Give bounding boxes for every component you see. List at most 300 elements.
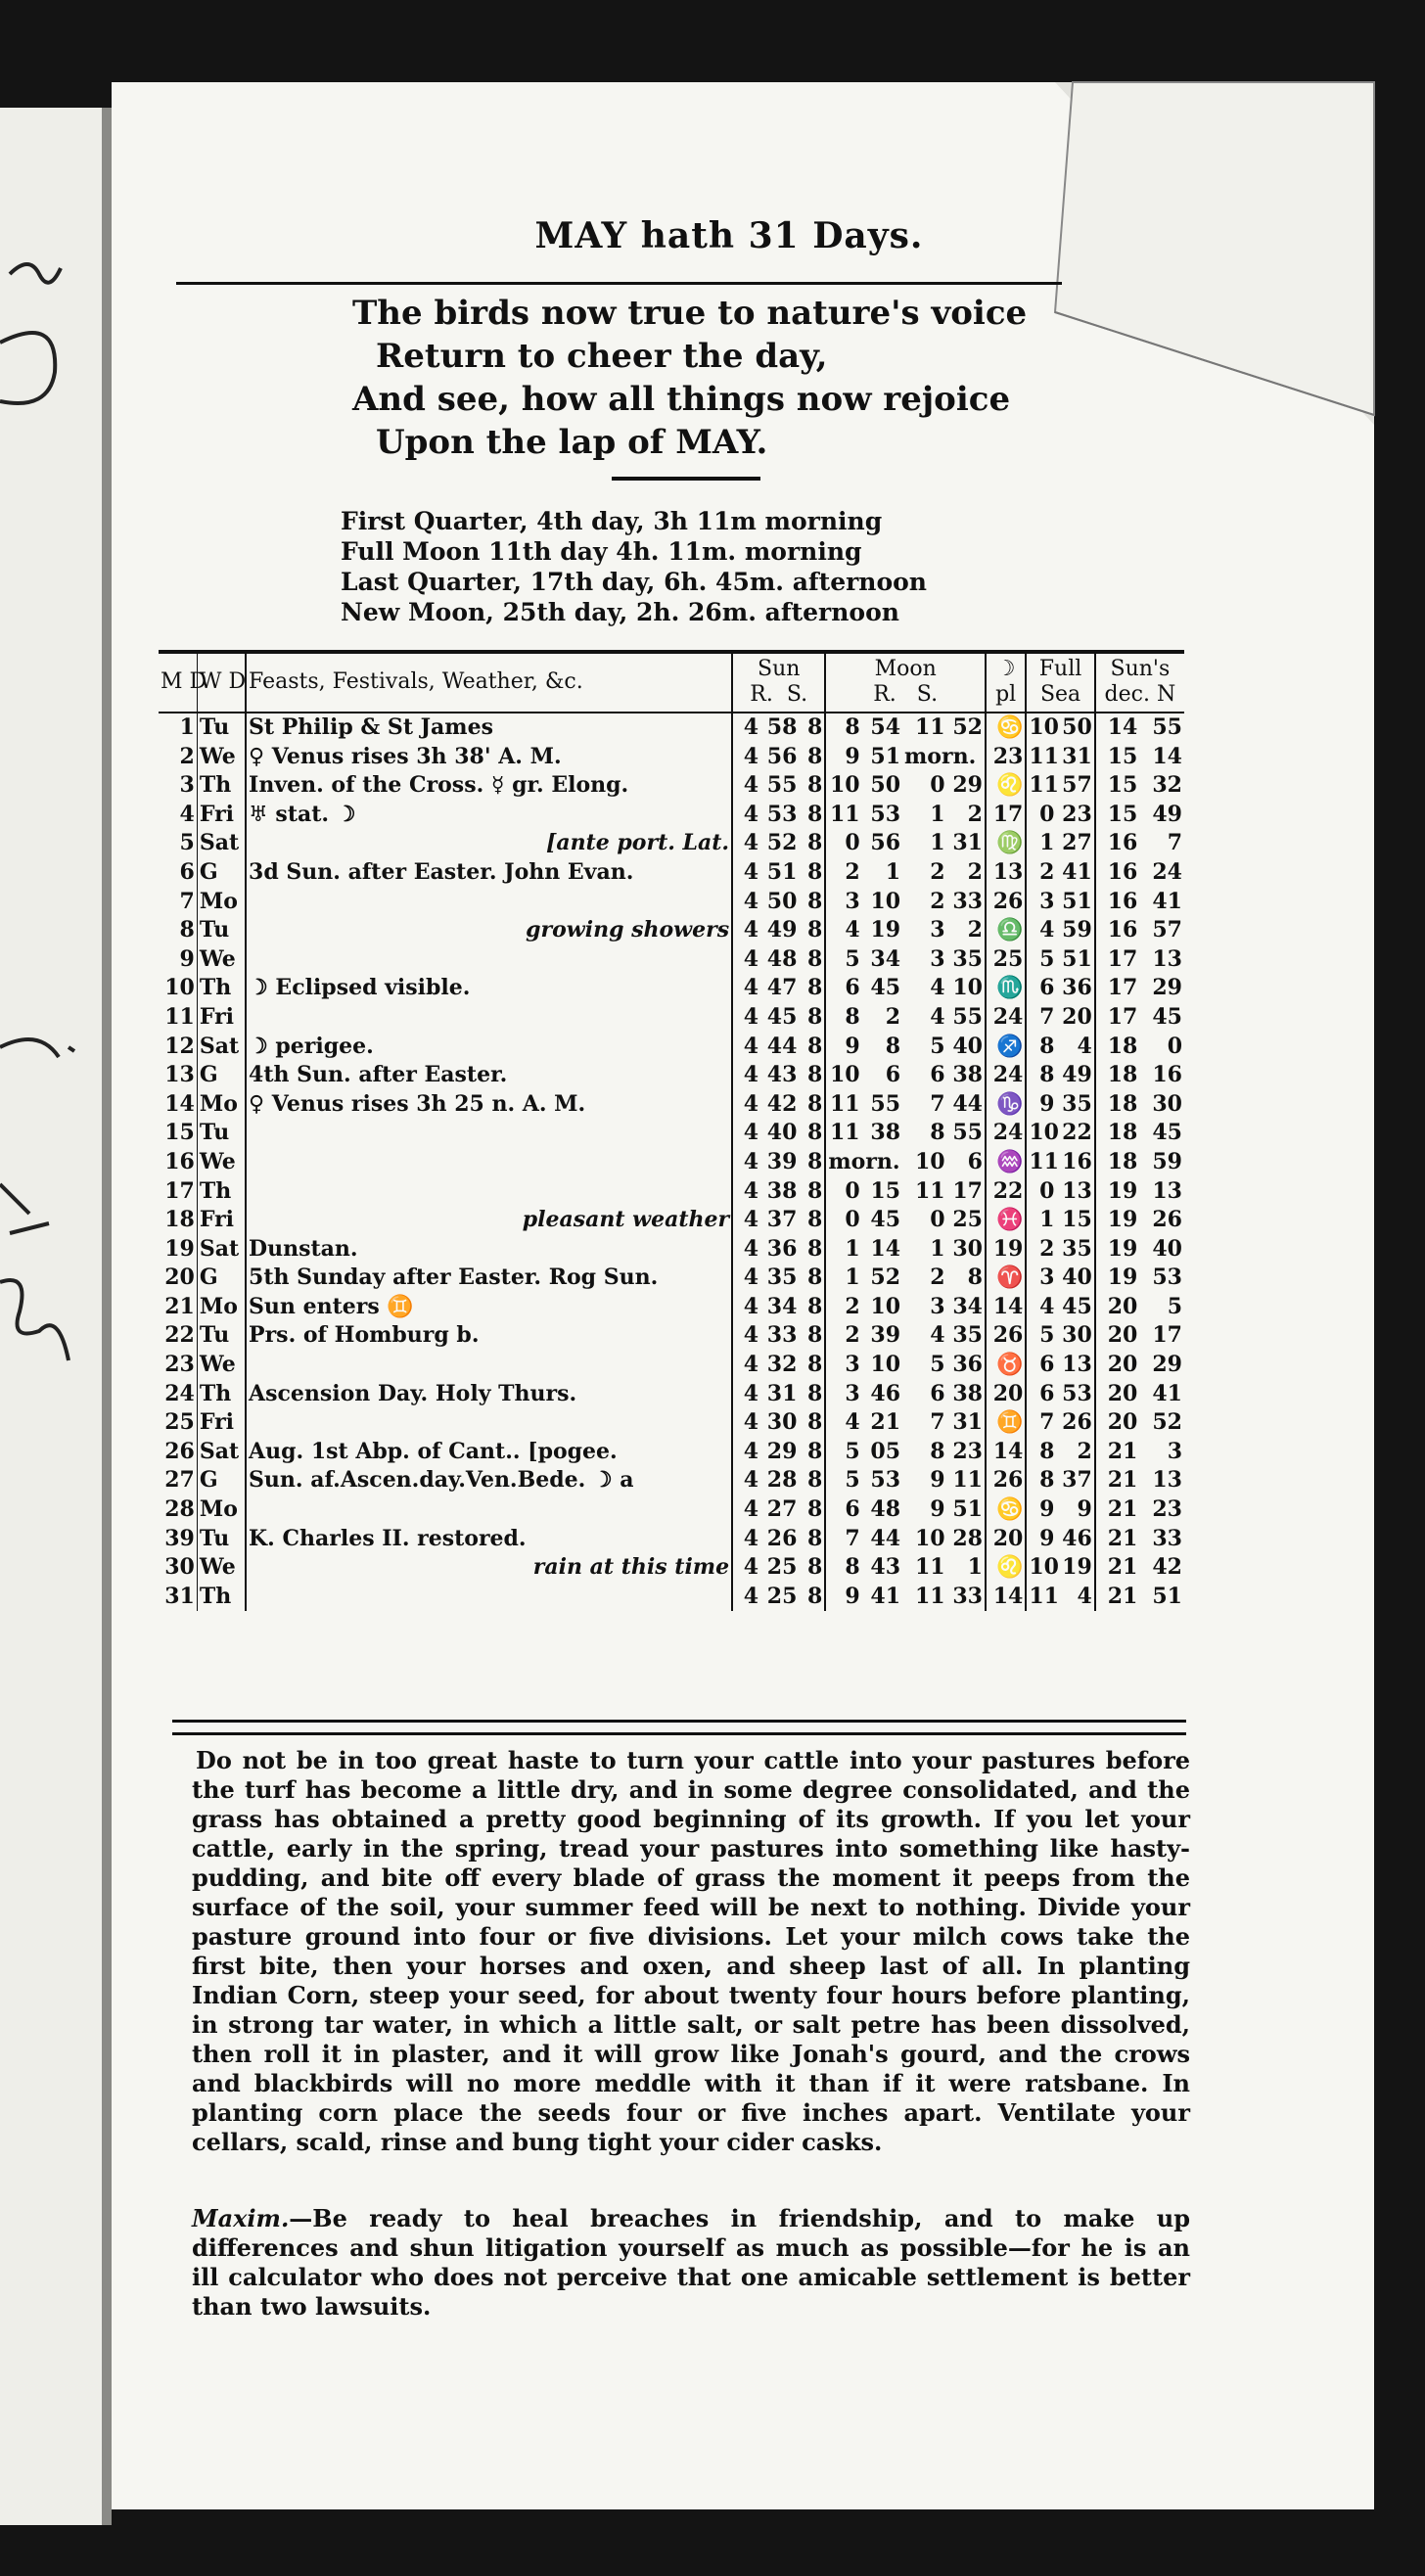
cell-sr1: 4 — [743, 1525, 759, 1551]
cell-d1: 15 — [1107, 743, 1138, 769]
cell-sr1: 4 — [743, 1409, 759, 1436]
cell-pl: 26 — [986, 888, 1026, 917]
cell-fs2: 9 — [1056, 1495, 1094, 1525]
cell-ms2: 34 — [947, 1293, 986, 1322]
cell-f: Inven. of the Cross. ☿ gr. Elong. — [246, 771, 732, 801]
cell-sr1: 4 — [743, 1062, 759, 1088]
cell-wd: G — [197, 1466, 246, 1495]
cell-ms1: 6 — [930, 1062, 945, 1088]
cell-fs2: 13 — [1056, 1351, 1094, 1380]
header-sun-dec: Sun's dec. N — [1095, 653, 1184, 713]
cell-d1: 20 — [1107, 1409, 1138, 1436]
cell-md: 9 — [159, 945, 197, 975]
cell-wd: Tu — [197, 1525, 246, 1554]
cell-md: 30 — [159, 1553, 197, 1583]
cell-pl: ♈ — [986, 1264, 1026, 1293]
cell-md: 19 — [159, 1235, 197, 1265]
table-row — [159, 801, 1184, 830]
cell-d2: 16 — [1152, 1062, 1182, 1088]
cell-wd: Fri — [197, 1206, 246, 1235]
cell-pl: 17 — [986, 801, 1026, 830]
cell-ss: 8 — [799, 1235, 825, 1265]
cell-wd: Fri — [197, 1003, 246, 1033]
cell-f — [246, 1583, 732, 1612]
cell-pl: 13 — [986, 858, 1026, 888]
calendar-table — [159, 653, 1184, 1611]
cell-md: 27 — [159, 1466, 197, 1495]
table-row — [159, 743, 1184, 772]
cell-d2: 14 — [1152, 743, 1182, 769]
cell-mr2: 45 — [870, 975, 901, 1001]
cell-sr1: 4 — [743, 1380, 759, 1406]
cell-ms1: 8 — [930, 1120, 945, 1146]
cell-md: 13 — [159, 1061, 197, 1090]
cell-sr2: 43 — [766, 1062, 798, 1088]
cell-ms1: 5 — [930, 1033, 945, 1059]
cell-wd: We — [197, 1553, 246, 1583]
cell-sr1: 4 — [743, 1496, 759, 1523]
cell-mr2: 52 — [870, 1265, 901, 1291]
cell-mr2: 43 — [870, 1554, 901, 1581]
header-moon-place: ☽ pl — [986, 653, 1026, 713]
cell-f — [246, 888, 732, 917]
cell-ms1: 1 — [930, 801, 945, 827]
cell-sr1: 4 — [743, 975, 759, 1001]
cell-fs2: 4 — [1056, 1583, 1094, 1612]
cell-ss: 8 — [799, 916, 825, 945]
cell-pl: 22 — [986, 1177, 1026, 1207]
cell-d2: 26 — [1152, 1207, 1182, 1233]
header-sun — [732, 653, 825, 713]
header-feasts: Feasts, Festivals, Weather, &c. — [246, 653, 732, 713]
table-row — [159, 1148, 1184, 1177]
cell-ms1: 0 — [930, 1207, 945, 1233]
advice-paragraph — [192, 1746, 1190, 2157]
cell-d2: 57 — [1152, 917, 1182, 943]
cell-md: 16 — [159, 1148, 197, 1177]
cell-ms2: 30 — [947, 1235, 986, 1265]
cell-wd: Mo — [197, 1293, 246, 1322]
cell-mr2: 48 — [870, 1496, 901, 1523]
table-row — [159, 858, 1184, 888]
cell-sr2: 35 — [766, 1265, 798, 1291]
cell-mr1: 11 — [830, 1120, 860, 1146]
cell-mr1: 9 — [845, 1033, 860, 1059]
cell-mr1: 8 — [845, 1554, 860, 1581]
cell-ms2: 8 — [947, 1264, 986, 1293]
cell-pl: 14 — [986, 1293, 1026, 1322]
cell-f — [246, 1119, 732, 1148]
cell-ss: 8 — [799, 945, 825, 975]
cell-sr2: 47 — [766, 975, 798, 1001]
cell-sr2: 49 — [766, 917, 798, 943]
cell-f: Dunstan. — [246, 1235, 732, 1265]
cell-md: 20 — [159, 1264, 197, 1293]
cell-f: Aug. 1st Abp. of Cant.. [pogee. — [246, 1438, 732, 1467]
cell-d1: 17 — [1107, 945, 1138, 972]
cell-fs2: 41 — [1056, 858, 1094, 888]
cell-f: ♀ Venus rises 3h 25 n. A. M. — [246, 1090, 732, 1120]
cell-fs2: 46 — [1056, 1525, 1094, 1554]
cell-pl: ♋ — [986, 1495, 1026, 1525]
cell-fs2: 53 — [1056, 1380, 1094, 1409]
moon-phase-line: Last Quarter, 17th day, 6h. 45m. afternoon — [341, 568, 927, 596]
cell-fs1: 1 — [1039, 1207, 1055, 1233]
cell-d2: 59 — [1152, 1148, 1182, 1174]
cell-d2: 17 — [1152, 1322, 1182, 1349]
cell-fs2: 50 — [1056, 713, 1094, 743]
cell-ms1: 4 — [930, 975, 945, 1001]
cell-ms1: 11 — [914, 1583, 945, 1609]
cell-fs1: 7 — [1039, 1003, 1055, 1030]
cell-wd: Tu — [197, 713, 246, 743]
cell-ss: 8 — [799, 771, 825, 801]
header-moon-r: R. — [873, 682, 896, 707]
table-bottom-rule — [172, 1720, 1186, 1735]
cell-d1: 21 — [1107, 1583, 1138, 1609]
cell-ss: 8 — [799, 1177, 825, 1207]
cell-ms1: 2 — [930, 858, 945, 885]
cell-ss: 8 — [799, 888, 825, 917]
cell-fs1: 8 — [1039, 1033, 1055, 1059]
cell-pl: ♉ — [986, 1351, 1026, 1380]
cell-mr1: 6 — [845, 1496, 860, 1523]
cell-mr1: 2 — [845, 1293, 860, 1319]
cell-mr2: 10 — [870, 1293, 901, 1319]
cell-mr2: 54 — [870, 714, 901, 740]
cell-ss: 8 — [799, 858, 825, 888]
cell-md: 6 — [159, 858, 197, 888]
cell-mr2: 14 — [870, 1235, 901, 1262]
cell-d2: 13 — [1152, 945, 1182, 972]
cell-pl: 24 — [986, 1119, 1026, 1148]
cell-fs1: 1 — [1039, 830, 1055, 856]
cell-mr2: 50 — [870, 772, 901, 799]
cell-fs2: 26 — [1056, 1408, 1094, 1438]
cell-f: Ascension Day. Holy Thurs. — [246, 1380, 732, 1409]
header-moon-label: Moon — [874, 657, 937, 681]
cell-ms2: 23 — [947, 1438, 986, 1467]
cell-ms2: 10 — [947, 974, 986, 1003]
cell-ms2: 40 — [947, 1033, 986, 1062]
cell-sr2: 34 — [766, 1293, 798, 1319]
cell-ms2: 2 — [947, 858, 986, 888]
cell-mr1: 3 — [845, 1380, 860, 1406]
cell-mr2: 19 — [870, 917, 901, 943]
cell-d1: 15 — [1107, 772, 1138, 799]
cell-ss: 8 — [799, 1033, 825, 1062]
cell-ms2: 17 — [947, 1177, 986, 1207]
cell-sr2: 25 — [766, 1583, 798, 1609]
cell-mr2: 46 — [870, 1380, 901, 1406]
table-row — [159, 1033, 1184, 1062]
cell-fs1: 5 — [1039, 945, 1055, 972]
cell-ms2: 1 — [947, 1553, 986, 1583]
cell-ms2: 44 — [947, 1090, 986, 1120]
cell-md: 23 — [159, 1351, 197, 1380]
cell-sr1: 4 — [743, 888, 759, 914]
cell-d1: 21 — [1107, 1554, 1138, 1581]
cell-ms1: 6 — [930, 1380, 945, 1406]
cell-fs1: 9 — [1039, 1525, 1055, 1551]
table-row — [159, 1466, 1184, 1495]
table-row — [159, 1438, 1184, 1467]
cell-pl: 26 — [986, 1466, 1026, 1495]
cell-mr2: 1 — [885, 858, 901, 885]
cell-mr2: 10 — [870, 1352, 901, 1378]
cell-ms2: 25 — [947, 1206, 986, 1235]
cell-ms1: 2 — [930, 1265, 945, 1291]
cell-md: 11 — [159, 1003, 197, 1033]
cell-ms1: 1 — [930, 830, 945, 856]
cell-d2: 52 — [1152, 1409, 1182, 1436]
poem-rule — [612, 477, 760, 481]
cell-d1: 14 — [1107, 714, 1138, 740]
cell-ms2: 29 — [947, 771, 986, 801]
cell-fs2: 51 — [1056, 888, 1094, 917]
cell-d1: 16 — [1107, 858, 1138, 885]
cell-mr1: 5 — [845, 945, 860, 972]
cell-d1: 20 — [1107, 1322, 1138, 1349]
cell-mr1: 1 — [845, 1265, 860, 1291]
cell-ms2: 11 — [947, 1466, 986, 1495]
cell-sr2: 58 — [766, 714, 798, 740]
cell-md: 7 — [159, 888, 197, 917]
cell-wd: Tu — [197, 1321, 246, 1351]
cell-sr1: 4 — [743, 917, 759, 943]
cell-fs2: 22 — [1056, 1119, 1094, 1148]
cell-d2: 7 — [1167, 830, 1182, 856]
cell-sr1: 4 — [743, 1033, 759, 1059]
cell-sr1: 4 — [743, 801, 759, 827]
cell-sr2: 45 — [766, 1003, 798, 1030]
cell-f: K. Charles II. restored. — [246, 1525, 732, 1554]
cell-ms2: 36 — [947, 1351, 986, 1380]
cell-d2: 41 — [1152, 888, 1182, 914]
cell-d1: 19 — [1107, 1177, 1138, 1204]
cell-d1: 20 — [1107, 1352, 1138, 1378]
cell-ms2: 38 — [947, 1380, 986, 1409]
cell-d1: 18 — [1107, 1148, 1138, 1174]
cell-d1: 15 — [1107, 801, 1138, 827]
cell-md: 24 — [159, 1380, 197, 1409]
cell-f: 4th Sun. after Easter. — [246, 1061, 732, 1090]
cell-d2: 45 — [1152, 1120, 1182, 1146]
cell-fs1: 10 — [1029, 714, 1059, 740]
cell-sr1: 4 — [743, 1352, 759, 1378]
cell-fs1: 8 — [1039, 1062, 1055, 1088]
cell-sr2: 30 — [766, 1409, 798, 1436]
poem-line: The birds now true to nature's voice — [352, 294, 1028, 333]
cell-wd: Sat — [197, 829, 246, 858]
cell-sr1: 4 — [743, 1583, 759, 1609]
cell-pl: ♌ — [986, 1553, 1026, 1583]
cell-sr1: 4 — [743, 1438, 759, 1464]
moon-phase-line: Full Moon 11th day 4h. 11m. morning — [341, 537, 862, 566]
cell-fs1: 11 — [1029, 743, 1059, 769]
table-row — [159, 945, 1184, 975]
cell-pl: 26 — [986, 1321, 1026, 1351]
cell-d2: 13 — [1152, 1467, 1182, 1494]
table-row — [159, 974, 1184, 1003]
cell-ss: 8 — [799, 1351, 825, 1380]
cell-md: 18 — [159, 1206, 197, 1235]
table-row — [159, 1351, 1184, 1380]
header-sun-label: Sun — [758, 657, 801, 681]
cell-pl: ♌ — [986, 771, 1026, 801]
cell-fs2: 15 — [1056, 1206, 1094, 1235]
title-rule — [176, 282, 1062, 285]
cell-sr2: 50 — [766, 888, 798, 914]
cell-ms2: 2 — [947, 801, 986, 830]
cell-d1: 18 — [1107, 1033, 1138, 1059]
cell-sr1: 4 — [743, 772, 759, 799]
table-row — [159, 1408, 1184, 1438]
header-full-sea: Full Sea — [1026, 653, 1094, 713]
left-page-fragment — [0, 108, 110, 2525]
cell-fs1: 4 — [1039, 1293, 1055, 1319]
cell-fs2: 57 — [1056, 771, 1094, 801]
cell-fs2: 45 — [1056, 1293, 1094, 1322]
table-row — [159, 829, 1184, 858]
cell-mr1: 0 — [845, 830, 860, 856]
cell-ss: 8 — [799, 1206, 825, 1235]
cell-fs2: 36 — [1056, 974, 1094, 1003]
cell-ss: 8 — [799, 713, 825, 743]
cell-mr2: 44 — [870, 1525, 901, 1551]
cell-d2: 13 — [1152, 1177, 1182, 1204]
cell-ss: 8 — [799, 1438, 825, 1467]
cell-ms1: 10 — [914, 1525, 945, 1551]
cell-f: 3d Sun. after Easter. John Evan. — [246, 858, 732, 888]
cell-f: 5th Sunday after Easter. Rog Sun. — [246, 1264, 732, 1293]
cell-sr2: 27 — [766, 1496, 798, 1523]
cell-d1: 16 — [1107, 830, 1138, 856]
cell-sr2: 44 — [766, 1033, 798, 1059]
cell-d1: 20 — [1107, 1293, 1138, 1319]
cell-pl: ♏ — [986, 974, 1026, 1003]
cell-fs2: 49 — [1056, 1061, 1094, 1090]
cell-fs1: 11 — [1029, 1148, 1059, 1174]
cell-ms2: 33 — [947, 888, 986, 917]
cell-wd: Sat — [197, 1033, 246, 1062]
table-row — [159, 713, 1184, 743]
cell-wd: Mo — [197, 1090, 246, 1120]
cell-ms1: 11 — [914, 1554, 945, 1581]
cell-d2: 3 — [1167, 1438, 1182, 1464]
cell-d2: 0 — [1167, 1033, 1182, 1059]
cell-mr1: 0 — [845, 1177, 860, 1204]
maxim-paragraph — [192, 2181, 1190, 2345]
cell-ss: 8 — [799, 974, 825, 1003]
cell-sr2: 33 — [766, 1322, 798, 1349]
cell-fs2: 16 — [1056, 1148, 1094, 1177]
book-spine — [102, 108, 112, 2525]
cell-pl: ♓ — [986, 1206, 1026, 1235]
moon-phase-line: New Moon, 25th day, 2h. 26m. afternoon — [341, 598, 899, 626]
cell-md: 17 — [159, 1177, 197, 1207]
cell-ss: 8 — [799, 1525, 825, 1554]
cell-pl: 19 — [986, 1235, 1026, 1265]
table-row — [159, 1553, 1184, 1583]
cell-ss: 8 — [799, 1003, 825, 1033]
cell-fs1: 3 — [1039, 1265, 1055, 1291]
cell-pl: ♒ — [986, 1148, 1026, 1177]
cell-ms2: 33 — [947, 1583, 986, 1612]
cell-wd: Th — [197, 1583, 246, 1612]
cell-d1: 18 — [1107, 1062, 1138, 1088]
cell-sr2: 38 — [766, 1177, 798, 1204]
cell-ms2: 51 — [947, 1495, 986, 1525]
cell-fs1: 11 — [1029, 1583, 1059, 1609]
cell-mr1: 5 — [845, 1467, 860, 1494]
cell-wd: Th — [197, 771, 246, 801]
cell-ms1: morn. — [904, 743, 977, 769]
cell-d1: 20 — [1107, 1380, 1138, 1406]
cell-f: ♅ stat. ☽ — [246, 801, 732, 830]
cell-pl: 20 — [986, 1525, 1026, 1554]
cell-fs1: 9 — [1039, 1496, 1055, 1523]
cell-wd: Sat — [197, 1235, 246, 1265]
cell-wd: Mo — [197, 1495, 246, 1525]
cell-fs1: 10 — [1029, 1554, 1059, 1581]
table-row — [159, 1264, 1184, 1293]
cell-pl: 14 — [986, 1438, 1026, 1467]
cell-d1: 21 — [1107, 1525, 1138, 1551]
cell-ms2: 31 — [947, 1408, 986, 1438]
cell-fs2: 2 — [1056, 1438, 1094, 1467]
cell-fs1: 11 — [1029, 772, 1059, 799]
cell-sr1: 4 — [743, 1322, 759, 1349]
cell-sr1: 4 — [743, 830, 759, 856]
table-row — [159, 1525, 1184, 1554]
cell-mr1: 2 — [845, 858, 860, 885]
cell-wd: Tu — [197, 1119, 246, 1148]
cell-pl: ♐ — [986, 1033, 1026, 1062]
cell-wd: Th — [197, 1380, 246, 1409]
cell-sr2: 36 — [766, 1235, 798, 1262]
cell-d1: 21 — [1107, 1496, 1138, 1523]
cell-sr1: 4 — [743, 1293, 759, 1319]
cell-md: 2 — [159, 743, 197, 772]
cell-pl: 25 — [986, 945, 1026, 975]
cell-sr2: 29 — [766, 1438, 798, 1464]
cell-mr2: 8 — [885, 1033, 901, 1059]
cell-mr2: 41 — [870, 1583, 901, 1609]
cell-ms2: 52 — [947, 713, 986, 743]
cell-f — [246, 1495, 732, 1525]
cell-f — [246, 1177, 732, 1207]
cell-md: 22 — [159, 1321, 197, 1351]
cell-mr1: 4 — [845, 1409, 860, 1436]
cell-sr2: 42 — [766, 1090, 798, 1117]
cell-mr2: 34 — [870, 945, 901, 972]
maxim-label: Maxim. — [192, 2204, 290, 2232]
cell-md: 10 — [159, 974, 197, 1003]
header-sun-r: R. — [750, 682, 773, 707]
cell-f: pleasant weather — [246, 1206, 732, 1235]
cell-ss: 8 — [799, 1553, 825, 1583]
cell-sr1: 4 — [743, 1120, 759, 1146]
cell-wd: G — [197, 1264, 246, 1293]
cell-fs1: 6 — [1039, 975, 1055, 1001]
cell-d2: 40 — [1152, 1235, 1182, 1262]
cell-ms1: 8 — [930, 1438, 945, 1464]
cell-sr2: 31 — [766, 1380, 798, 1406]
cell-d1: 19 — [1107, 1265, 1138, 1291]
cell-sr2: 53 — [766, 801, 798, 827]
cell-wd: Fri — [197, 801, 246, 830]
